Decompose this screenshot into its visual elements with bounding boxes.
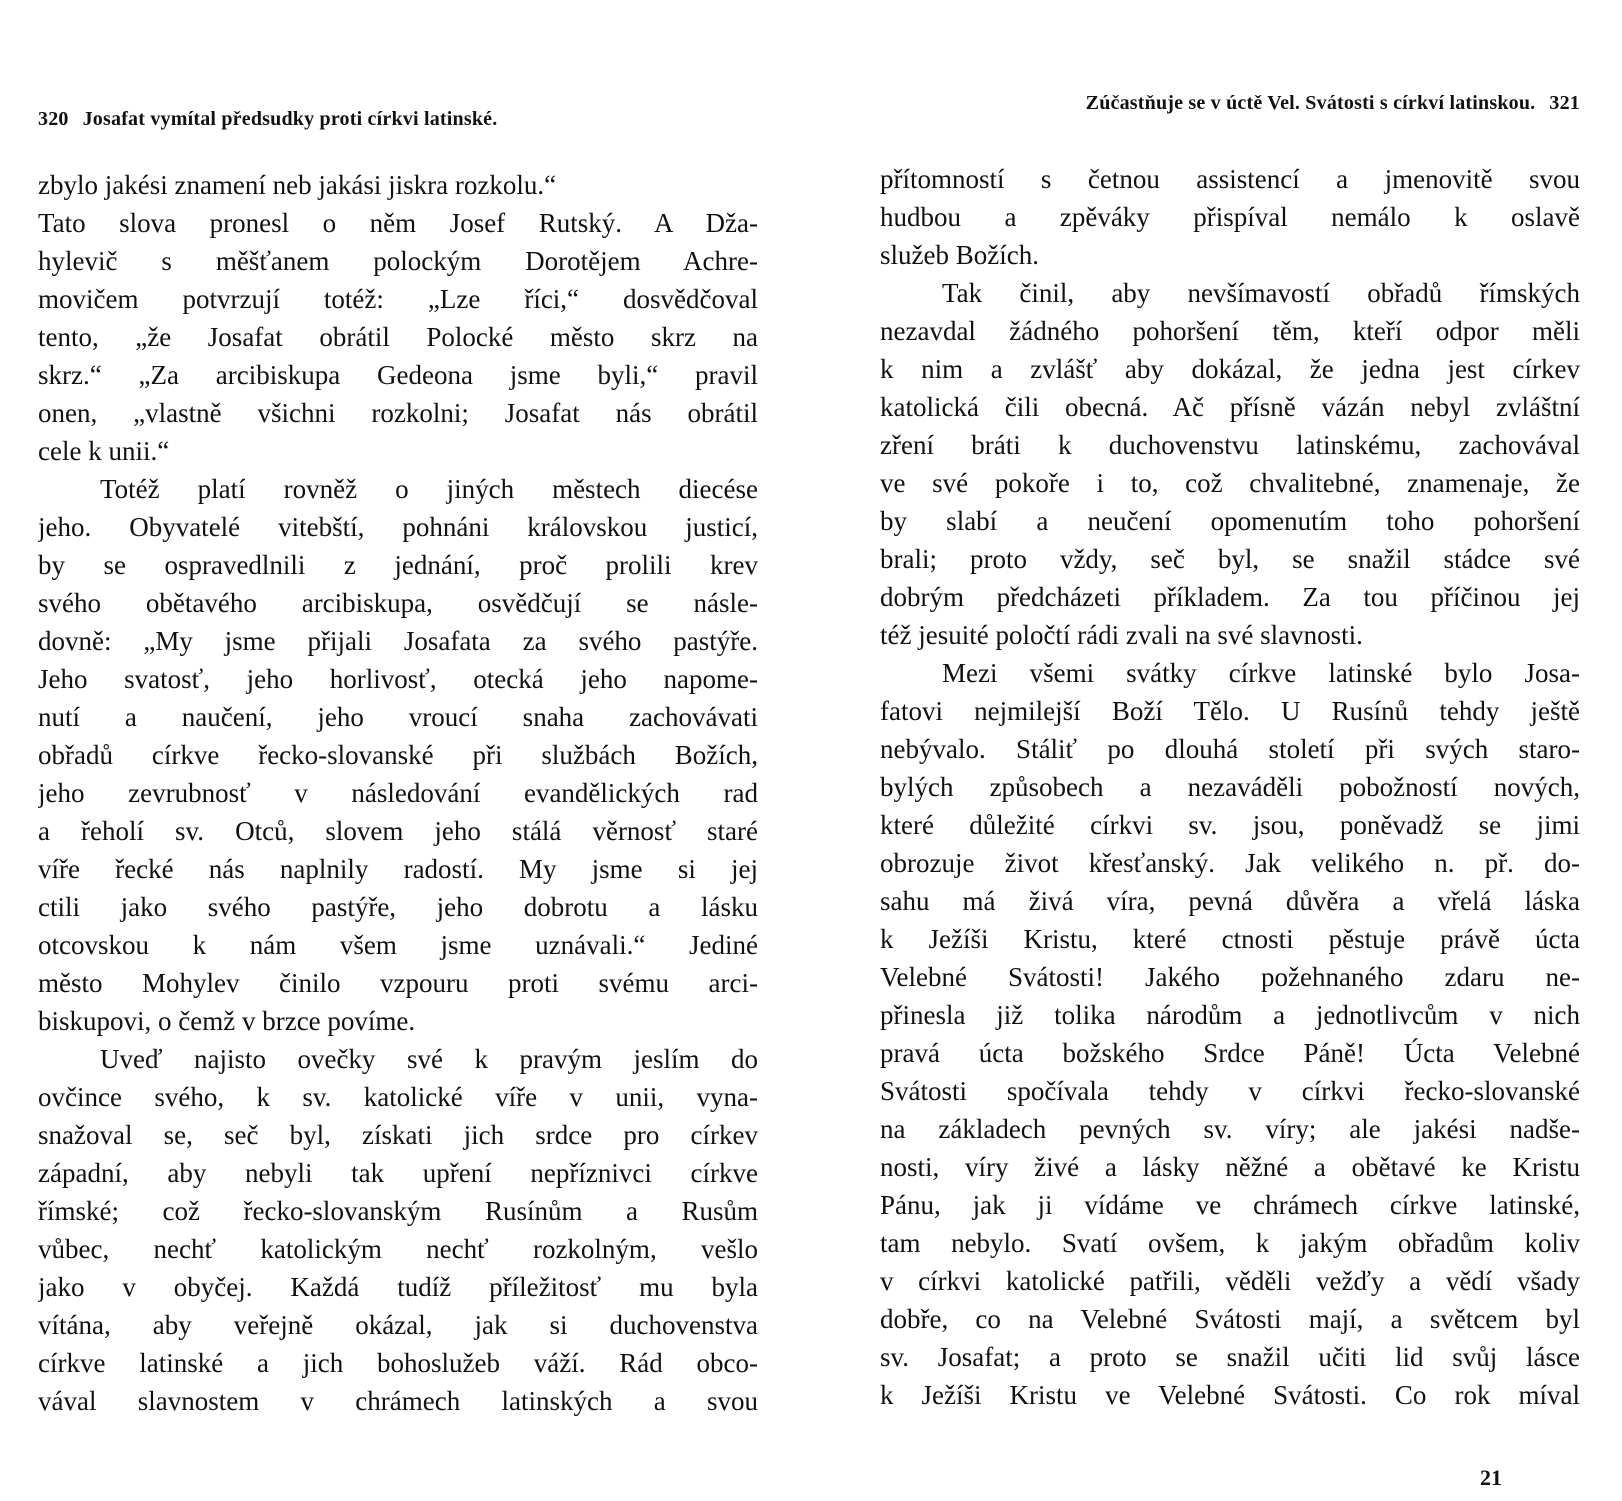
text-line: skrz.“ „Za arcibiskupa Gedeona jsme byli,“ pravil [38, 360, 758, 390]
text-line: jeho. Obyvatelé vitebští, pohnáni královskou justicí, [38, 512, 758, 542]
text-line: Uveď najisto ovečky své k pravým jeslím do [100, 1044, 758, 1074]
right-page-number: 321 [1549, 92, 1580, 114]
text-line: služeb Božích. [880, 240, 1039, 270]
text-line: snažoval se, seč byl, získati jich srdce pro církev [38, 1120, 758, 1150]
text-line: Pánu, jak ji vídáme ve chrámech církve latinské, [880, 1190, 1580, 1220]
text-line: západní, aby nebyli tak upření nepříznivci církve [38, 1158, 758, 1188]
text-line: obřadů církve řecko-slovanské při službách Božích, [38, 740, 758, 770]
signature-mark: 21 [1480, 1465, 1502, 1490]
text-line: by se ospravedlnili z jednání, proč prolili krev [38, 550, 758, 580]
text-line: biskupovi, o čemž v brzce povíme. [38, 1006, 416, 1036]
left-running-header [38, 108, 497, 131]
text-line: zření bráti k duchovenstvu latinskému, zachovával [880, 430, 1580, 460]
text-line: ctili jako svého pastýře, jeho dobrotu a lásku [38, 892, 758, 922]
text-line: zbylo jakési znamení neb jakási jiskra rozkolu.“ [38, 170, 557, 200]
text-line: které důležité církvi sv. jsou, poněvadž se jimi [880, 810, 1580, 840]
text-line: bylých způsobech a nezaváděli pobožností nových, [880, 772, 1580, 802]
text-line: cele k unii.“ [38, 436, 170, 466]
text-line: k Ježíši Kristu, které ctnosti pěstuje právě úcta [880, 924, 1580, 954]
right-running-header [1086, 92, 1580, 115]
text-line: Totéž platí rovněž o jiných městech diecése [100, 474, 758, 504]
text-line: vával slavnostem v chrámech latinských a svou [38, 1386, 758, 1416]
text-line: jeho zevrubnosť v následování evandělických rad [38, 778, 758, 808]
text-line: též jesuité poločtí rádi zvali na své slavnosti. [880, 620, 1363, 650]
text-line: nosti, víry živé a lásky něžné a obětavé ke Kristu [880, 1152, 1580, 1182]
text-line: víře řecké nás naplnily radostí. My jsme si jej [38, 854, 758, 884]
text-line: dovně: „My jsme přijali Josafata za svého pastýře. [38, 626, 758, 656]
left-header-title: Josafat vymítal předsudky proti církvi latinské. [82, 108, 498, 130]
text-line: otcovskou k nám všem jsme uznávali.“ Jediné [38, 930, 758, 960]
text-line: sahu má živá víra, pevná důvěra a vřelá láska [880, 886, 1580, 916]
text-line: onen, „vlastně všichni rozkolni; Josafat nás obrátil [38, 398, 758, 428]
text-line: fatovi nejmilejší Boží Tělo. U Rusínů tehdy ještě [880, 696, 1580, 726]
left-body-text [38, 166, 758, 1420]
text-line: vítána, aby veřejně okázal, jak si duchovenstva [38, 1310, 758, 1340]
text-line: město Mohylev činilo vzpouru proti svému arci- [38, 968, 758, 998]
text-line: by slabí a neučení opomenutím toho pohoršení [880, 506, 1580, 536]
text-line: a řeholí sv. Otců, slovem jeho stálá věrnosť staré [38, 816, 758, 846]
text-line: přítomností s četnou assistencí a jmenovitě svou [880, 164, 1580, 194]
text-line: dobře, co na Velebné Svátosti mají, a světcem byl [880, 1304, 1580, 1334]
left-page-number: 320 [38, 108, 69, 130]
text-line: nutí a naučení, jeho vroucí snaha zachovávati [38, 702, 758, 732]
text-line: nebývalo. Stáliť po dlouhá století při svých staro- [880, 734, 1580, 764]
text-line: nezavdal žádného pohoršení těm, kteří odpor měli [880, 316, 1580, 346]
text-line: Tak činil, aby nevšímavostí obřadů římských [942, 278, 1580, 308]
text-line: obrozuje život křesťanský. Jak velikého n. př. do- [880, 848, 1580, 878]
text-line: církve latinské a jich bohoslužeb váží. Rád obco- [38, 1348, 758, 1378]
text-line: Mezi všemi svátky církve latinské bylo Josa- [942, 658, 1580, 688]
text-line: brali; proto vždy, seč byl, se snažil stádce své [880, 544, 1580, 574]
text-line: Tato slova pronesl o něm Josef Rutský. A Dža- [38, 208, 758, 238]
text-line: ovčince svého, k sv. katolické víře v unii, vyna- [38, 1082, 758, 1112]
text-line: v církvi katolické patřili, věděli vežďy a vědí všady [880, 1266, 1580, 1296]
text-line: hylevič s měšťanem polockým Dorotějem Achre- [38, 246, 758, 276]
text-line: římské; což řecko-slovanským Rusínům a Rusům [38, 1196, 758, 1226]
text-line: k nim a zvlášť aby dokázal, že jedna jest církev [880, 354, 1580, 384]
text-line: tento, „že Josafat obrátil Polocké město skrz na [38, 322, 758, 352]
text-line: katolická čili obecná. Ač přísně vázán nebyl zvláštní [880, 392, 1580, 422]
text-line: na základech pevných sv. víry; ale jakési nadše- [880, 1114, 1580, 1144]
right-body-text [880, 160, 1580, 1414]
text-line: dobrým předcházeti příkladem. Za tou příčinou jej [880, 582, 1580, 612]
text-line: Jeho svatosť, jeho horlivosť, otecká jeho napome- [38, 664, 758, 694]
text-line: sv. Josafat; a proto se snažil učiti lid svůj lásce [880, 1342, 1580, 1372]
text-line: přinesla již tolika národům a jednotlivcům v nich [880, 1000, 1580, 1030]
text-line: vůbec, nechť katolickým nechť rozkolným, vešlo [38, 1234, 758, 1264]
text-line: ve své pokoře i to, což chvalitebné, znamenaje, že [880, 468, 1580, 498]
text-line: pravá úcta božského Srdce Páně! Úcta Velebné [880, 1038, 1580, 1068]
text-line: jako v obyčej. Každá tudíž příležitosť mu byla [38, 1272, 758, 1302]
text-line: tam nebylo. Svatí ovšem, k jakým obřadům koliv [880, 1228, 1580, 1258]
right-header-title: Zúčastňuje se v úctě Vel. Svátosti s církví latinskou. [1085, 92, 1536, 114]
text-line: svého obětavého arcibiskupa, osvědčují se násle- [38, 588, 758, 618]
text-line: hudbou a zpěváky přispíval nemálo k oslavě [880, 202, 1580, 232]
text-line: Velebné Svátosti! Jakého požehnaného zdaru ne- [880, 962, 1580, 992]
text-line: k Ježíši Kristu ve Velebné Svátosti. Co rok míval [880, 1380, 1580, 1410]
text-line: Svátosti spočívala tehdy v církvi řecko-slovanské [880, 1076, 1580, 1106]
text-line: movičem potvrzují totéž: „Lze říci,“ dosvědčoval [38, 284, 758, 314]
